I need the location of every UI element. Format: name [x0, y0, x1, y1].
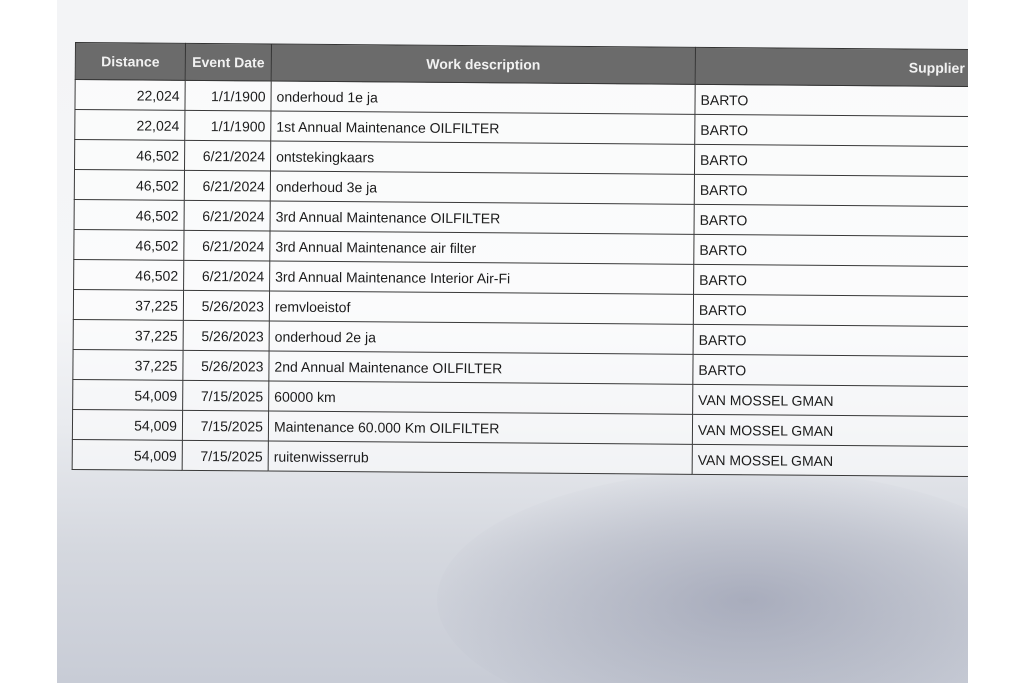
cell-supplier: BARTO	[694, 264, 968, 296]
cell-work-description: ontstekingkaars	[270, 141, 694, 174]
cell-distance: 46,502	[74, 140, 184, 171]
cell-work-description: 1st Annual Maintenance OILFILTER	[271, 111, 695, 144]
cell-supplier: BARTO	[695, 114, 968, 146]
cell-supplier: BARTO	[694, 144, 968, 176]
header-distance: Distance	[75, 43, 185, 81]
cell-event-date: 5/26/2023	[183, 350, 269, 381]
cell-work-description: 2nd Annual Maintenance OILFILTER	[269, 351, 693, 384]
cell-distance: 54,009	[73, 379, 183, 410]
cell-distance: 37,225	[73, 319, 183, 350]
cell-distance: 37,225	[73, 349, 183, 380]
cell-supplier: BARTO	[694, 204, 968, 236]
cell-event-date: 5/26/2023	[183, 320, 269, 351]
cell-work-description: Maintenance 60.000 Km OILFILTER	[268, 411, 692, 444]
header-event-date: Event Date	[185, 43, 271, 81]
cell-supplier: BARTO	[693, 324, 968, 356]
cell-distance: 46,502	[74, 229, 184, 260]
cell-event-date: 1/1/1900	[185, 110, 271, 141]
shadow	[437, 470, 968, 683]
cell-supplier: BARTO	[695, 84, 968, 116]
header-work-description: Work description	[271, 44, 695, 84]
cell-work-description: 3rd Annual Maintenance OILFILTER	[270, 201, 694, 234]
cell-work-description: onderhoud 2e ja	[269, 321, 693, 354]
cell-distance: 22,024	[75, 110, 185, 141]
cell-supplier: VAN MOSSEL GMAN	[692, 444, 968, 476]
cell-event-date: 7/15/2025	[183, 380, 269, 411]
cell-event-date: 7/15/2025	[182, 440, 268, 471]
cell-supplier: BARTO	[694, 174, 968, 206]
cell-work-description: 60000 km	[269, 381, 693, 414]
cell-event-date: 6/21/2024	[184, 260, 270, 291]
cell-event-date: 6/21/2024	[184, 230, 270, 261]
cell-distance: 46,502	[74, 259, 184, 290]
cell-distance: 22,024	[75, 80, 185, 111]
cell-work-description: 3rd Annual Maintenance Interior Air-Fi	[270, 261, 694, 294]
table-body	[72, 80, 968, 477]
table-row	[72, 439, 968, 476]
cell-supplier: VAN MOSSEL GMAN	[692, 414, 968, 446]
cell-supplier: BARTO	[693, 354, 968, 386]
cell-work-description: remvloeistof	[269, 291, 693, 324]
cell-work-description: onderhoud 1e ja	[271, 81, 695, 114]
cell-work-description: 3rd Annual Maintenance air filter	[270, 231, 694, 264]
cell-supplier: VAN MOSSEL GMAN	[693, 384, 968, 416]
cell-distance: 46,502	[74, 170, 184, 201]
cell-supplier: BARTO	[693, 294, 968, 326]
cell-event-date: 6/21/2024	[184, 170, 270, 201]
cell-work-description: ruitenwisserrub	[268, 441, 692, 474]
cell-supplier: BARTO	[694, 234, 968, 266]
cell-event-date: 6/21/2024	[184, 140, 270, 171]
cell-distance: 54,009	[72, 439, 182, 470]
maintenance-table	[72, 42, 968, 477]
cell-work-description: onderhoud 3e ja	[270, 171, 694, 204]
cell-event-date: 1/1/1900	[185, 80, 271, 111]
paper-sheet	[57, 0, 968, 683]
cell-distance: 54,009	[72, 409, 182, 440]
cell-distance: 46,502	[74, 199, 184, 230]
header-supplier: Supplier	[695, 47, 968, 86]
cell-event-date: 6/21/2024	[184, 200, 270, 231]
maintenance-table-wrapper	[72, 42, 968, 477]
cell-event-date: 5/26/2023	[183, 290, 269, 321]
cell-event-date: 7/15/2025	[182, 410, 268, 441]
cell-distance: 37,225	[73, 289, 183, 320]
